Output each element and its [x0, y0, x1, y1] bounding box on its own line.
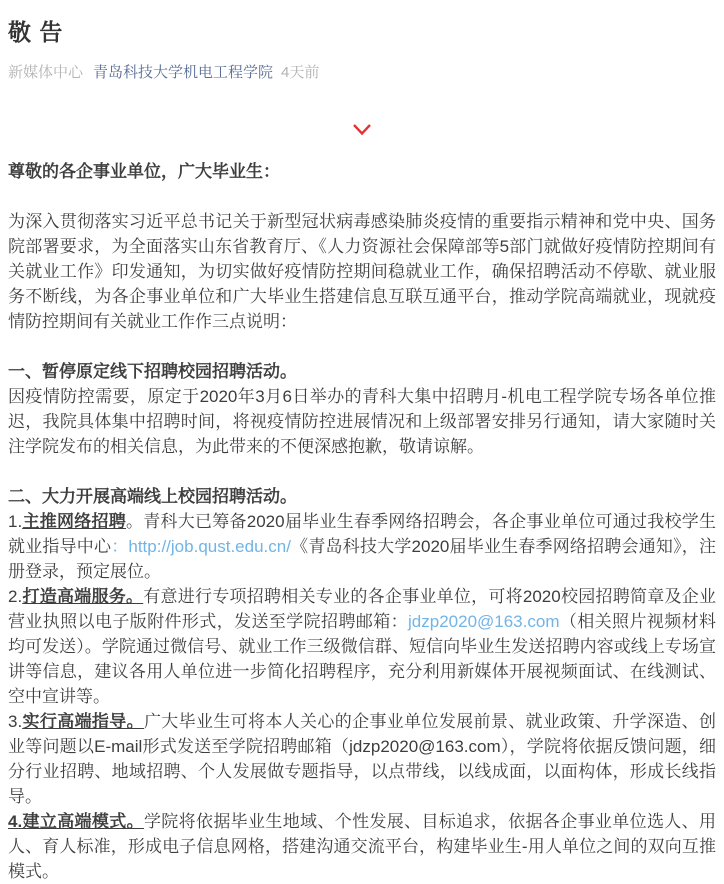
- post-time: 4天前: [281, 64, 320, 81]
- section2-item4: 4.建立高端模式。学院将依据毕业生地域、个性发展、目标追求，依据各企事业单位选人、用人、育人标准，形成电子信息网格，搭建沟通交流平台，构建毕业生-用人单位之间的双向互推模式。: [8, 812, 717, 881]
- section1-body: 因疫情防控需要，原定于2020年3月6日举办的青科大集中招聘月-机电工程学院专场各单位推迟，我院具体集中招聘时间，将视疫情防控进展情况和上级部署安排另行通知，请大家随时关注学院发布的相关信息，为此带来的不便深感抱歉，敬请谅解。: [8, 387, 716, 456]
- item2-number: 2.: [8, 587, 23, 606]
- item3-number: 3.: [8, 712, 23, 731]
- salutation: 尊敬的各企事业单位，广大毕业生：: [8, 162, 280, 181]
- article-body: [8, 159, 716, 884]
- section2-item3: 3.实行高端指导。广大毕业生可将本人关心的企事业单位发展前景、就业政策、升学深造、创业等问题以E-mail形式发送至学院招聘邮箱（jdzp2020@163.com），学院将依据反馈问题，细分行业招聘、地域招聘、个人发展做专题指导，以点带线，以线成面，以面构体，形成长线指导。: [8, 712, 717, 806]
- job-site-link[interactable]: ：http://job.qust.edu.cn/: [111, 537, 291, 556]
- chevron-down-icon: [352, 123, 372, 140]
- article-meta: [8, 63, 716, 83]
- intro-paragraph: 为深入贯彻落实习近平总书记关于新型冠状病毒感染肺炎疫情的重要指示精神和党中央、国务院部署要求，为全面落实山东省教育厅、《人力资源社会保障部等5部门就做好疫情防控期间有关就业工作》印发通知，为切实做好疫情防控期间稳就业工作，确保招聘活动不停歇、就业服务不断线，为各企事业单位和广大毕业生搭建信息互联互通平台，推动学院高端就业，现就疫情防控期间有关就业工作作三点说明：: [8, 212, 716, 331]
- section2-heading: 二、大力开展高端线上校园招聘活动。: [8, 487, 297, 506]
- fold-indicator: [8, 123, 716, 139]
- item1-title: 主推网络招聘: [22, 512, 126, 531]
- section2-item1: 1.主推网络招聘。青科大已筹备2020届毕业生春季网络招聘会，各企事业单位可通过我校学生就业指导中心：http://job.qust.edu.cn/《青岛科技大学2020届毕业生春季网络招聘会通知》，注册登录，预定展位。: [8, 512, 717, 581]
- item3-title: 实行高端指导。: [22, 712, 144, 731]
- item4-title: 4.建立高端模式。: [8, 812, 144, 831]
- page-title: 敬 告: [8, 19, 64, 45]
- author-name: 新媒体中心: [8, 64, 84, 81]
- item2-title: 打造高端服务。: [22, 587, 144, 606]
- recruit-email-link[interactable]: jdzp2020@163.com: [408, 612, 560, 631]
- account-link[interactable]: 青岛科技大学机电工程学院: [93, 64, 274, 81]
- section1-heading: 一、暂停原定线下招聘校园招聘活动。: [8, 362, 297, 381]
- item1-number: 1.: [8, 512, 23, 531]
- section2-item2: 2.打造高端服务。有意进行专项招聘相关专业的各企事业单位，可将2020校园招聘简章及企业营业执照以电子版附件形式，发送至学院招聘邮箱：jdzp2020@163.com（相关照片视频材料均可发送）。学院通过微信号、就业工作三级微信群、短信向毕业生发送招聘内容或线上专场宣讲等信息，建议各用人单位进一步简化招聘程序，充分利用新媒体开展视频面试、在线测试、空中宣讲等。: [8, 587, 717, 706]
